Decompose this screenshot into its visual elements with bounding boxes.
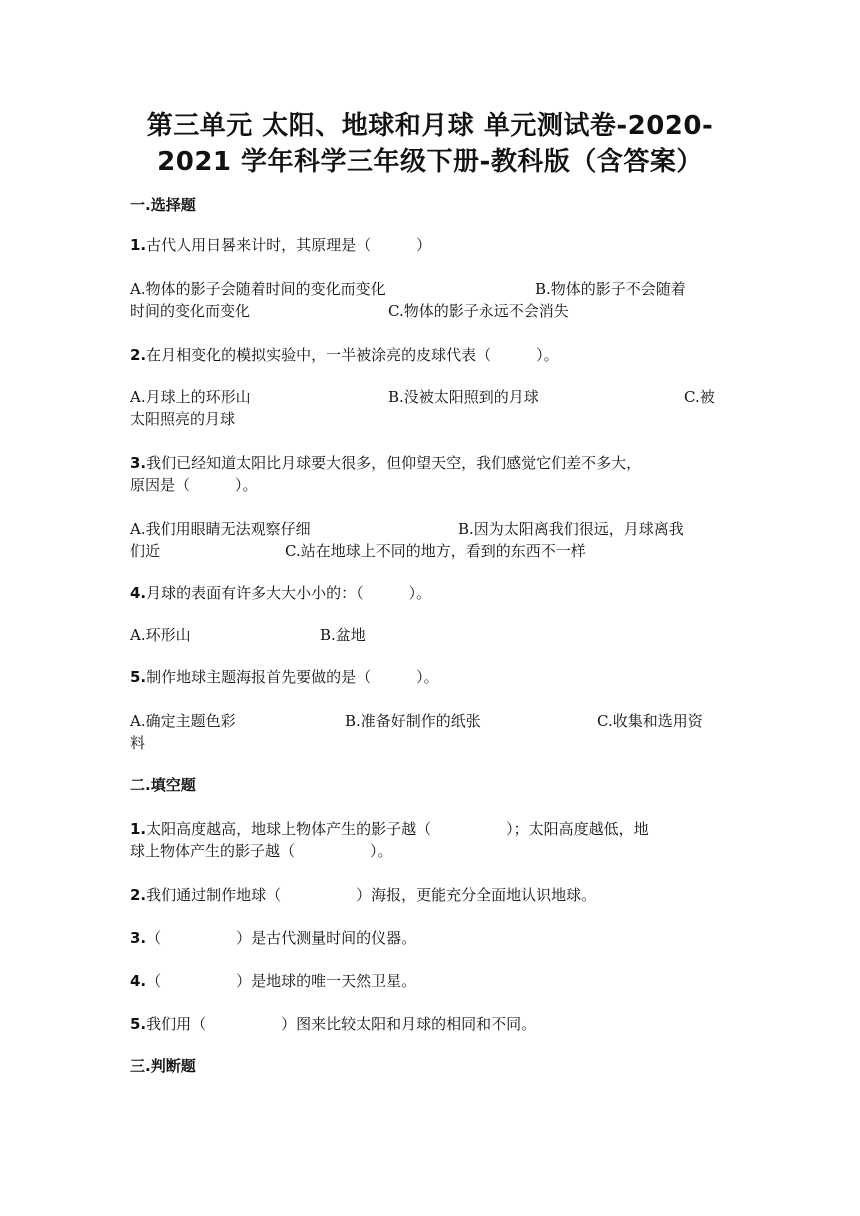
choice-4-option-a: A.环形山 — [130, 626, 191, 644]
choice-1-option-c: C.物体的影子永远不会消失 — [388, 302, 569, 320]
choice-5-option-b: B.准备好制作的纸张 — [345, 712, 481, 730]
choice-question-2 — [130, 344, 730, 366]
choice-1-option-b-cont: 时间的变化而变化 — [130, 302, 251, 320]
section-heading-judge: 三.判断题 — [130, 1057, 196, 1075]
section-heading-choice: 一.选择题 — [130, 196, 196, 214]
question-text: 在月相变化的模拟实验中，一半被涂亮的皮球代表（ ）。 — [146, 346, 559, 364]
question-number: 1. — [130, 820, 147, 838]
question-text: 月球的表面有许多大大小小的：（ ）。 — [146, 584, 432, 602]
fill-question-4 — [130, 970, 730, 992]
choice-4-option-b: B.盆地 — [320, 626, 366, 644]
question-text: 古代人用日晷来计时，其原理是（ ） — [146, 236, 432, 254]
fill-question-1 — [130, 818, 730, 840]
choice-5-option-c: C.收集和选用资 — [597, 712, 703, 730]
question-text: 我们用（ ）图来比较太阳和月球的相同和不同。 — [146, 1015, 537, 1033]
choice-5-option-c-cont: 料 — [130, 734, 146, 752]
page-title-line-2: 2021 学年科学三年级下册-教科版（含答案） — [157, 147, 703, 177]
question-text: 制作地球主题海报首先要做的是（ ）。 — [146, 668, 439, 686]
choice-3-option-b-cont: 们近 — [130, 542, 161, 560]
fill-question-3 — [130, 927, 730, 949]
question-number: 1. — [130, 236, 147, 254]
fill-question-5 — [130, 1013, 730, 1035]
choice-question-3 — [130, 452, 730, 474]
choice-3-option-c: C.站在地球上不同的地方，看到的东西不一样 — [285, 542, 586, 560]
question-number: 3. — [130, 454, 147, 472]
choice-question-1 — [130, 234, 730, 256]
question-number: 2. — [130, 346, 147, 364]
choice-2-option-c-cont: 太阳照亮的月球 — [130, 410, 236, 428]
choice-3-option-a: A.我们用眼睛无法观察仔细 — [130, 520, 311, 538]
choice-1-option-b: B.物体的影子不会随着 — [535, 280, 686, 298]
question-number: 2. — [130, 886, 147, 904]
section-heading-fill: 二.填空题 — [130, 776, 196, 794]
choice-question-3-cont: 原因是（ ）。 — [130, 476, 258, 494]
choice-1-option-a: A.物体的影子会随着时间的变化而变化 — [130, 280, 386, 298]
question-text: （ ）是古代测量时间的仪器。 — [146, 929, 417, 947]
question-number: 4. — [130, 972, 147, 990]
question-number: 5. — [130, 1015, 147, 1033]
question-text: 我们通过制作地球（ ）海报，更能充分全面地认识地球。 — [146, 886, 597, 904]
question-number: 3. — [130, 929, 147, 947]
question-text: 太阳高度越高，地球上物体产生的影子越（ ）；太阳高度越低，地 — [146, 820, 649, 838]
question-text: （ ）是地球的唯一天然卫星。 — [146, 972, 417, 990]
choice-2-option-c: C.被 — [684, 388, 715, 406]
fill-question-2 — [130, 884, 730, 906]
choice-5-option-a: A.确定主题色彩 — [130, 712, 236, 730]
page-title-line-1: 第三单元 太阳、地球和月球 单元测试卷-2020- — [146, 111, 714, 141]
question-text: 我们已经知道太阳比月球要大很多，但仰望天空，我们感觉它们差不多大， — [146, 454, 642, 472]
choice-question-4 — [130, 582, 730, 604]
question-number: 5. — [130, 668, 147, 686]
fill-question-1-cont: 球上物体产生的影子越（ ）。 — [130, 842, 393, 860]
choice-2-option-a: A.月球上的环形山 — [130, 388, 251, 406]
choice-question-5 — [130, 666, 730, 688]
question-number: 4. — [130, 584, 147, 602]
choice-2-option-b: B.没被太阳照到的月球 — [388, 388, 539, 406]
choice-3-option-b: B.因为太阳离我们很远，月球离我 — [458, 520, 684, 538]
